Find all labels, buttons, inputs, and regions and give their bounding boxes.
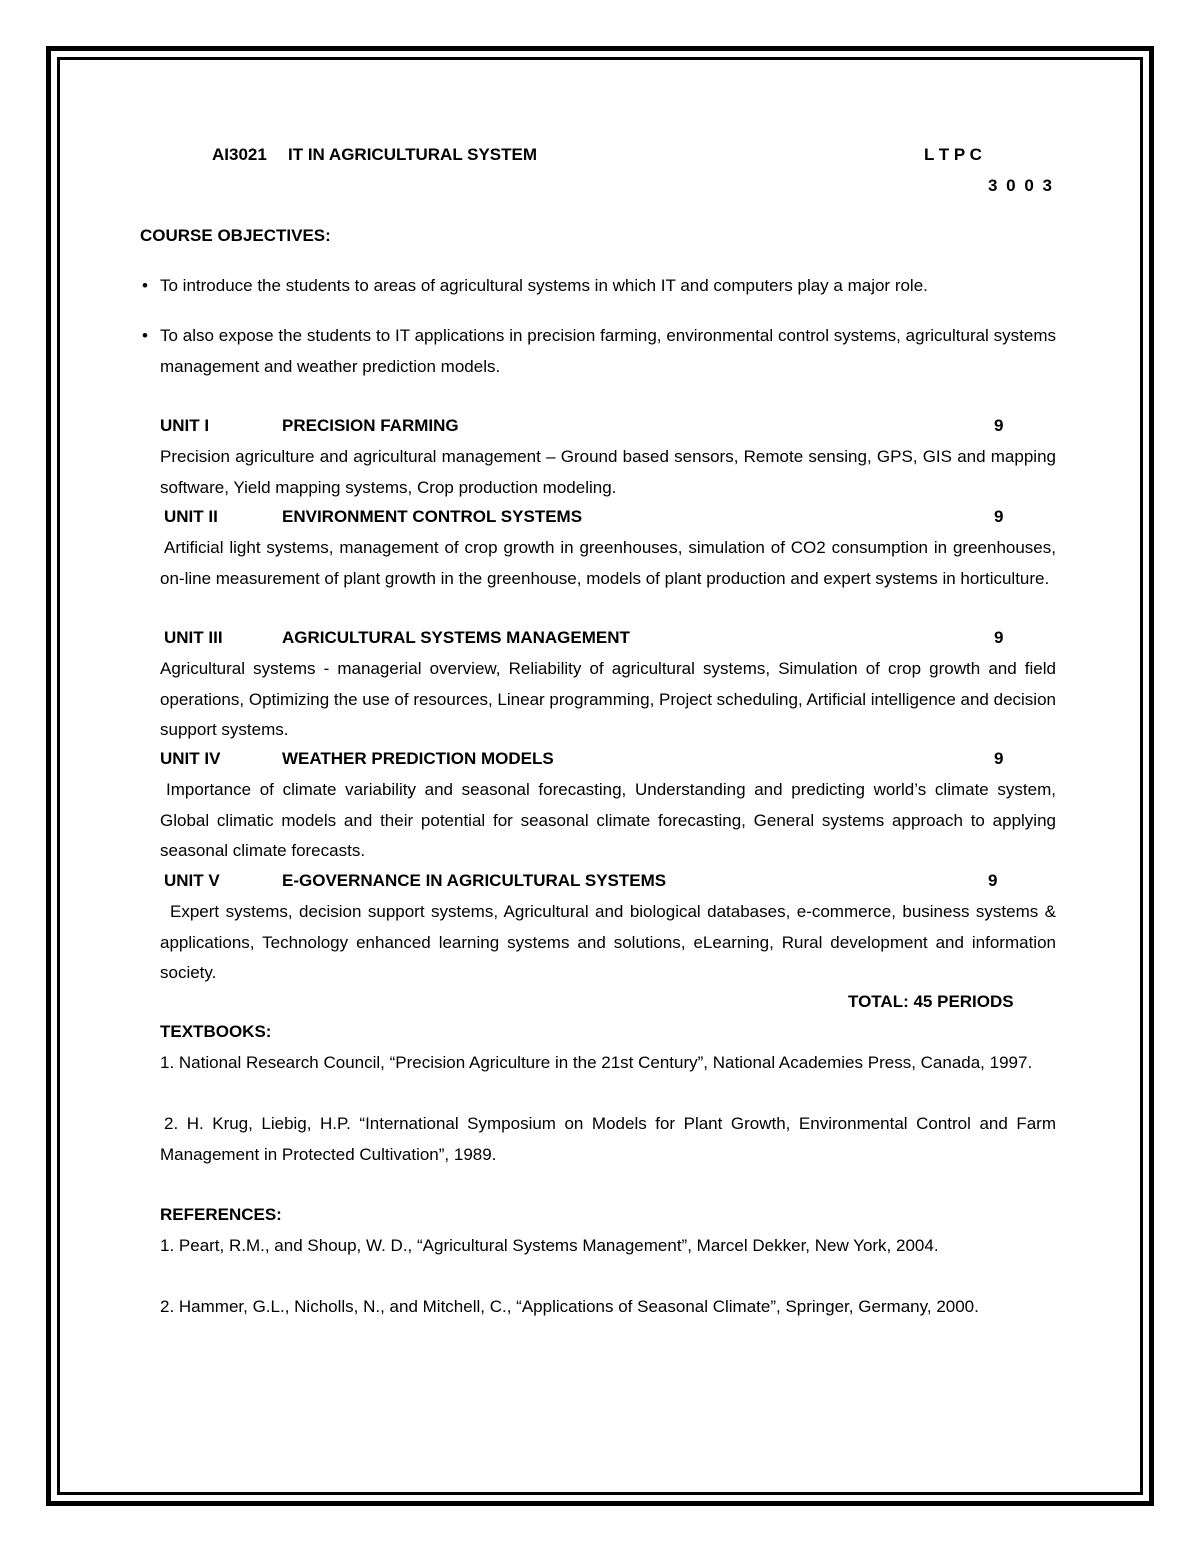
unit-hours: 9 <box>994 416 1004 435</box>
unit-label: UNIT III <box>164 628 223 647</box>
ltpc-values: 3 0 0 3 <box>988 176 1054 195</box>
bullet-icon: • <box>142 276 148 295</box>
unit-content: Agricultural systems - managerial overview, Reliability of agricultural systems, Simulation of crop growth and field operations, Optimizing the use of resources, Linear programming, Project scheduling, Artificial intelligence and decision support systems. <box>160 659 1056 739</box>
course-title: IT IN AGRICULTURAL SYSTEM <box>288 145 538 164</box>
ltpc-label: L T P C <box>924 145 982 164</box>
unit-label: UNIT II <box>164 507 218 526</box>
unit-content: Artificial light systems, management of crop growth in greenhouses, simulation of CO2 consumption in greenhouses, on-line measurement of plant growth in the greenhouse, models of plant production and expert systems in horticulture. <box>160 538 1056 588</box>
unit-title: PRECISION FARMING <box>282 416 459 435</box>
unit-hours: 9 <box>988 871 998 890</box>
total-periods: TOTAL: 45 PERIODS <box>848 992 1014 1011</box>
textbooks-heading: TEXTBOOKS: <box>160 1022 272 1041</box>
textbook-item: 1. National Research Council, “Precision Agriculture in the 21st Century”, National Academies Press, Canada, 1997. <box>160 1053 1033 1072</box>
unit-content: Expert systems, decision support systems, Agricultural and biological databases, e-commerce, business systems & applications, Technology enhanced learning systems and solutions, eLearning, Rural development and information society. <box>160 902 1056 982</box>
unit-label: UNIT I <box>160 416 210 435</box>
unit-content: Importance of climate variability and seasonal forecasting, Understanding and predicting world’s climate system, Global climatic models and their potential for seasonal climate forecasting, General systems approach to applying seasonal climate forecasts. <box>160 780 1056 860</box>
reference-item: 2. Hammer, G.L., Nicholls, N., and Mitchell, C., “Applications of Seasonal Climate”, Springer, Germany, 2000. <box>160 1297 979 1316</box>
unit-hours: 9 <box>994 628 1004 647</box>
unit-hours: 9 <box>994 507 1004 526</box>
unit-label: UNIT V <box>164 871 220 890</box>
unit-title: WEATHER PREDICTION MODELS <box>282 749 554 768</box>
objective-item: • To also expose the students to IT applications in precision farming, environmental control systems, agricultural systems management and weather prediction models. <box>142 321 1056 382</box>
course-code: AI3021 <box>212 145 267 164</box>
references-heading: REFERENCES: <box>160 1205 282 1224</box>
unit-hours: 9 <box>994 749 1004 768</box>
unit-content: Precision agriculture and agricultural management – Ground based sensors, Remote sensing, GPS, GIS and mapping software, Yield mapping systems, Crop production modeling. <box>160 447 1056 497</box>
unit-title: E-GOVERNANCE IN AGRICULTURAL SYSTEMS <box>282 871 667 890</box>
textbook-item: 2. H. Krug, Liebig, H.P. “International Symposium on Models for Plant Growth, Environmental Control and Farm Management in Protected Cultivation”, 1989. <box>160 1114 1056 1164</box>
objective-item: • To introduce the students to areas of agricultural systems in which IT and computers play a major role. <box>142 271 1056 302</box>
bullet-icon: • <box>142 326 148 345</box>
unit-title: AGRICULTURAL SYSTEMS MANAGEMENT <box>282 628 630 647</box>
unit-label: UNIT IV <box>160 749 221 768</box>
reference-item: 1. Peart, R.M., and Shoup, W. D., “Agricultural Systems Management”, Marcel Dekker, New York, 2004. <box>160 1236 939 1255</box>
unit-title: ENVIRONMENT CONTROL SYSTEMS <box>282 507 583 526</box>
objectives-heading: COURSE OBJECTIVES: <box>140 226 331 245</box>
